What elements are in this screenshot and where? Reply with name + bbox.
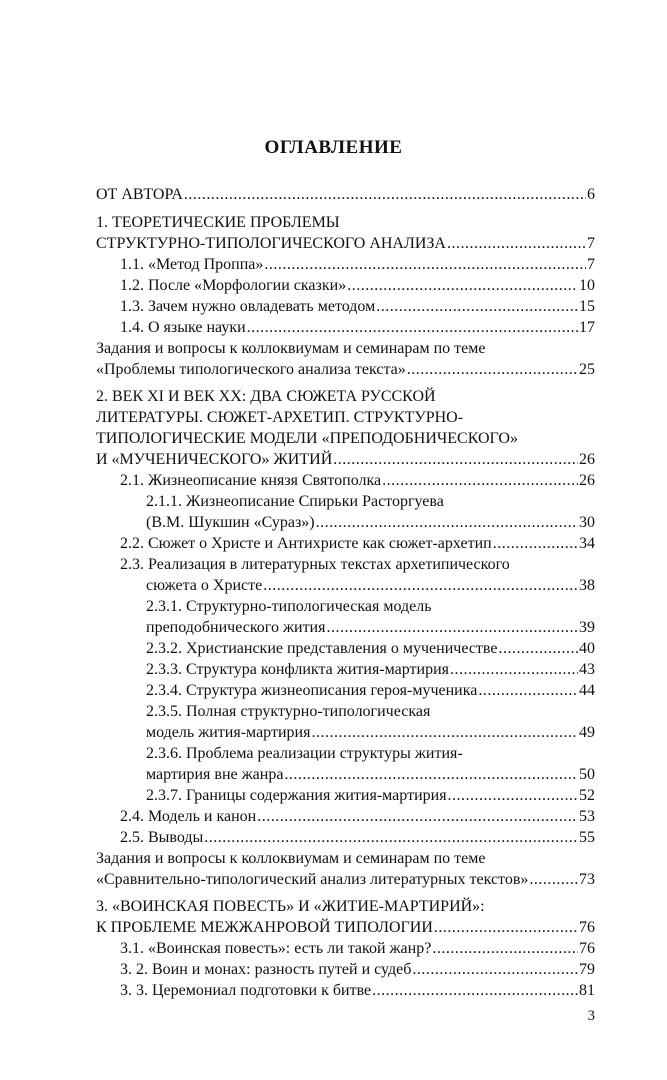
leader-dots (204, 827, 578, 848)
leader-dots (347, 275, 578, 296)
toc-entry (146, 659, 595, 680)
leader-dots (264, 254, 586, 275)
leader-dots (316, 512, 578, 533)
toc-entry-page: 15 (579, 298, 595, 315)
toc-entry-page: 49 (579, 724, 595, 741)
toc-entry-page: 30 (579, 514, 595, 531)
toc-entry-text: 2.3. Реализация в литературных текстах архетипического (120, 556, 510, 573)
toc-entry-text: И «МУЧЕНИЧЕСКОГО» ЖИТИЙ (96, 451, 333, 468)
toc-entry-text: Задания и вопросы к коллоквиумам и семинарам по теме (96, 850, 486, 867)
toc-entry-text: 2.3.7. Границы содержания жития-мартирия (146, 787, 447, 804)
toc-entry (120, 296, 595, 317)
toc-entry-text: 2. ВЕК XI И ВЕК XX: ДВА СЮЖЕТА РУССКОЙ (96, 388, 436, 405)
toc-entry-text: 1.4. О языке науки (120, 319, 246, 336)
toc-entry-text: 2.3.4. Структура жизнеописания героя-мученика (146, 682, 478, 699)
toc-entry (96, 449, 595, 470)
toc-entry-text: 2.3.2. Христианские представления о мученичестве (146, 640, 498, 657)
toc-heading: ОГЛАВЛЕНИЕ (264, 137, 403, 158)
toc-entry-text: 1.1. «Метод Проппа» (120, 256, 264, 273)
toc-entry-text: 3. 3. Церемониал подготовки к битве (120, 982, 372, 999)
toc-entry-page: 38 (579, 577, 595, 594)
toc-entry-text: Задания и вопросы к коллоквиумам и семинарам по теме (96, 340, 486, 357)
toc-entry (120, 533, 595, 554)
toc-entry-page: 26 (579, 451, 595, 468)
toc-entry-text: 2.3.5. Полная структурно-типологическая (146, 703, 431, 720)
toc-entry (146, 512, 595, 533)
leader-dots (432, 938, 578, 959)
toc-entry-page: 7 (587, 235, 595, 252)
toc-entry (120, 959, 595, 980)
toc-entry-text: 2.1.1. Жизнеописание Спирьки Расторгуева (146, 493, 444, 510)
toc-entry (120, 806, 595, 827)
toc-entry (120, 470, 595, 491)
toc-entry-text: преподобнического жития (146, 619, 326, 636)
toc-entry-page: 7 (587, 256, 595, 273)
leader-dots (450, 659, 578, 680)
toc-entry-text: 2.1. Жизнеописание князя Святополка (120, 472, 382, 489)
toc-entry-text: 3. «ВОИНСКАЯ ПОВЕСТЬ» И «ЖИТИЕ-МАРТИРИЙ»: (96, 898, 485, 915)
toc-entry-page: 55 (579, 829, 595, 846)
toc-entry-text: сюжета о Христе (146, 577, 263, 594)
leader-dots (434, 917, 578, 938)
toc-entry (146, 617, 595, 638)
toc-entry (146, 722, 595, 743)
toc-entry-page: 73 (579, 871, 595, 888)
toc-entry (120, 254, 595, 275)
toc-entry-page: 26 (579, 472, 595, 489)
leader-dots (529, 869, 578, 890)
leader-dots (448, 785, 578, 806)
toc-entry-page: 10 (579, 277, 595, 294)
toc-entry (120, 938, 595, 959)
toc-entry (146, 575, 595, 596)
toc-entry-page: 53 (579, 808, 595, 825)
leader-dots (333, 449, 578, 470)
toc-entry-text: «Сравнительно-типологический анализ литературных текстов» (96, 871, 529, 888)
leader-dots (493, 533, 578, 554)
toc-entry-page: 40 (579, 640, 595, 657)
toc-entry-page: 52 (579, 787, 595, 804)
toc-entry (120, 827, 595, 848)
toc-entry-text: 3. 2. Воин и монах: разность путей и судеб (120, 961, 412, 978)
toc-entry-text: 2.2. Сюжет о Христе и Антихристе как сюжет-архетип (120, 535, 492, 552)
toc-entry-page: 34 (579, 535, 595, 552)
toc-entry-text: 1.2. После «Морфологии сказки» (120, 277, 347, 294)
leader-dots (382, 470, 578, 491)
toc-entry (146, 638, 595, 659)
toc-entry-text: «Проблемы типологического анализа текста» (96, 361, 406, 378)
toc-entry-text: ОТ АВТОРА (96, 186, 183, 203)
toc-entry (120, 980, 595, 1001)
toc-entry-text: К ПРОБЛЕМЕ МЕЖЖАНРОВОЙ ТИПОЛОГИИ (96, 919, 433, 936)
leader-dots (407, 359, 578, 380)
leader-dots (412, 959, 578, 980)
toc-entry (146, 680, 595, 701)
leader-dots (326, 617, 578, 638)
leader-dots (184, 184, 586, 205)
leader-dots (247, 317, 578, 338)
leader-dots (478, 680, 578, 701)
toc-entry (96, 233, 595, 254)
toc-entry (96, 869, 595, 890)
leader-dots (447, 233, 586, 254)
toc-entry-page: 50 (579, 766, 595, 783)
toc-entry-text: 3.1. «Воинская повесть»: есть ли такой жанр? (120, 940, 432, 957)
leader-dots (372, 980, 578, 1001)
toc-entry-text: 2.3.3. Структура конфликта жития-мартирия (146, 661, 450, 678)
toc-entry-page: 6 (587, 186, 595, 203)
toc-entry-page: 79 (579, 961, 595, 978)
toc-entry-page: 76 (579, 940, 595, 957)
toc-entry (120, 275, 595, 296)
leader-dots (376, 296, 578, 317)
leader-dots (257, 806, 578, 827)
leader-dots (263, 575, 578, 596)
toc-entry (96, 184, 595, 205)
leader-dots (284, 764, 578, 785)
toc-entry (96, 359, 595, 380)
toc-entry-page: 17 (579, 319, 595, 336)
toc-entry-text: мартирия вне жанра (146, 766, 284, 783)
toc-entry-text: (В.М. Шукшин «Сураз») (146, 514, 315, 531)
toc-entry-text: 2.4. Модель и канон (120, 808, 257, 825)
toc-entry-text: ЛИТЕРАТУРЫ. СЮЖЕТ-АРХЕТИП. СТРУКТУРНО- (96, 409, 464, 426)
toc-entry-page: 76 (579, 919, 595, 936)
toc-entry-text: 1. ТЕОРЕТИЧЕСКИЕ ПРОБЛЕМЫ (96, 214, 340, 231)
toc-entry-page: 25 (579, 361, 595, 378)
toc-entry (146, 785, 595, 806)
toc-entry-text: СТРУКТУРНО-ТИПОЛОГИЧЕСКОГО АНАЛИЗА (96, 235, 446, 252)
toc-entry (96, 917, 595, 938)
toc-entry-text: 2.3.6. Проблема реализации структуры жития- (146, 745, 463, 762)
toc-entry-page: 39 (579, 619, 595, 636)
toc-entry-page: 81 (579, 982, 595, 999)
toc-entry-text: 2.3.1. Структурно-типологическая модель (146, 598, 432, 615)
toc-entry-page: 44 (579, 682, 595, 699)
toc-entry-text: ТИПОЛОГИЧЕСКИЕ МОДЕЛИ «ПРЕПОДОБНИЧЕСКОГО» (96, 430, 518, 447)
toc-entry-text: модель жития-мартирия (146, 724, 311, 741)
toc-entry-text: 2.5. Выводы (120, 829, 204, 846)
toc-entry (146, 764, 595, 785)
page-number: 3 (587, 1008, 595, 1024)
toc-entry (120, 317, 595, 338)
leader-dots (498, 638, 578, 659)
toc-entry-page: 43 (579, 661, 595, 678)
leader-dots (311, 722, 578, 743)
toc-entry-text: 1.3. Зачем нужно овладевать методом (120, 298, 376, 315)
